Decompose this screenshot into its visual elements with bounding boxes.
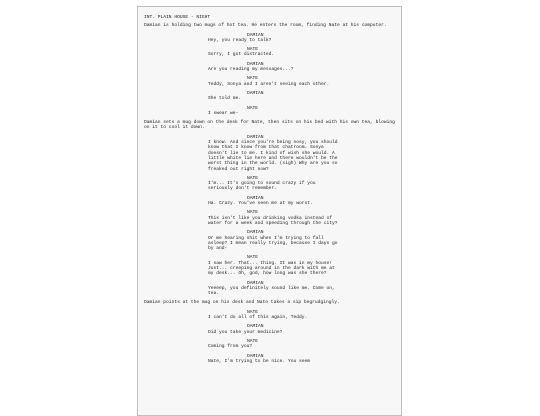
dialogue-line: She told me. bbox=[208, 96, 242, 102]
character-name: DAMIAN bbox=[247, 134, 264, 140]
dialogue-line: Teddy, Sonya and I aren't seeing each other. bbox=[208, 81, 330, 87]
character-name: DAMIAN bbox=[247, 61, 264, 67]
character-name: NATE bbox=[247, 210, 259, 216]
dialogue-line: Did you take your medicine? bbox=[208, 329, 283, 335]
character-name: NATE bbox=[247, 338, 259, 344]
dialogue-line: Nate, I'm trying to be nice. You seem bbox=[208, 358, 310, 364]
character-name: NATE bbox=[247, 47, 259, 53]
dialogue-line: Yeeeep, you definitely sound like me. Come on, tea. bbox=[208, 285, 338, 297]
character-name: DAMIAN bbox=[247, 230, 264, 236]
screenplay-text bbox=[138, 7, 401, 364]
dialogue-line: Hey, you ready to talk? bbox=[208, 37, 272, 43]
dialogue-line: I swear we- bbox=[208, 110, 239, 116]
action-line: Damian is holding two mugs of hot tea. He enters the room, finding Nate at his computer. bbox=[144, 23, 387, 29]
character-name: DAMIAN bbox=[247, 280, 264, 286]
character-name: DAMIAN bbox=[247, 32, 264, 38]
character-name: DAMIAN bbox=[247, 195, 264, 201]
dialogue-line: Or me hearing shit when I'm trying to fall asleep? I mean really trying, because I days go by and- bbox=[208, 235, 341, 252]
dialogue-line: I'm... It's going to sound crazy if you seriously don't remember. bbox=[208, 181, 319, 192]
character-name: DAMIAN bbox=[247, 90, 264, 96]
action-line: Damian sets a mug down on the desk for Nate, then sits on his bed with his own tea, blowing on it to cool it down. bbox=[144, 120, 398, 131]
script-page bbox=[137, 6, 402, 416]
dialogue-line: I saw her. That... thing. It was in my house! Just... creeping around in the dark with me at my desk... Oh, god, how long was she there? bbox=[208, 260, 338, 277]
action-line: Damian points at the mug on his desk and Nate takes a sip begrudgingly. bbox=[144, 300, 340, 306]
dialogue-line: I can't do all of this again, Teddy. bbox=[208, 315, 308, 321]
dialogue-line: Are you reading my messages...? bbox=[208, 67, 294, 73]
scene-heading: INT. PLAIN HOUSE - NIGHT bbox=[144, 15, 211, 20]
dialogue-line: Coming from you? bbox=[208, 344, 253, 350]
character-name: DAMIAN bbox=[247, 353, 264, 359]
character-name: NATE bbox=[247, 105, 259, 111]
character-name: NATE bbox=[247, 175, 259, 181]
character-name: DAMIAN bbox=[247, 324, 264, 330]
character-name: NATE bbox=[247, 76, 259, 82]
dialogue-line: Ha. Crazy. You've seen me at my worst. bbox=[208, 201, 313, 207]
dialogue-line: Sorry, I got distracted. bbox=[208, 52, 275, 58]
dialogue-line: I know. And since you're being nosy, you should know that I know from that chatroom. Sonya doesn't lie to me. I kind of wish she would. A little white lie here and there wouldn't be the worst thing in the world. (sigh) Why are you so freaked out right now? bbox=[208, 140, 341, 172]
character-name: NATE bbox=[247, 309, 259, 315]
character-name: NATE bbox=[247, 255, 259, 261]
dialogue-line: This isn't like you drinking vodka instead of water for a week and speeding through the city? bbox=[208, 215, 338, 226]
